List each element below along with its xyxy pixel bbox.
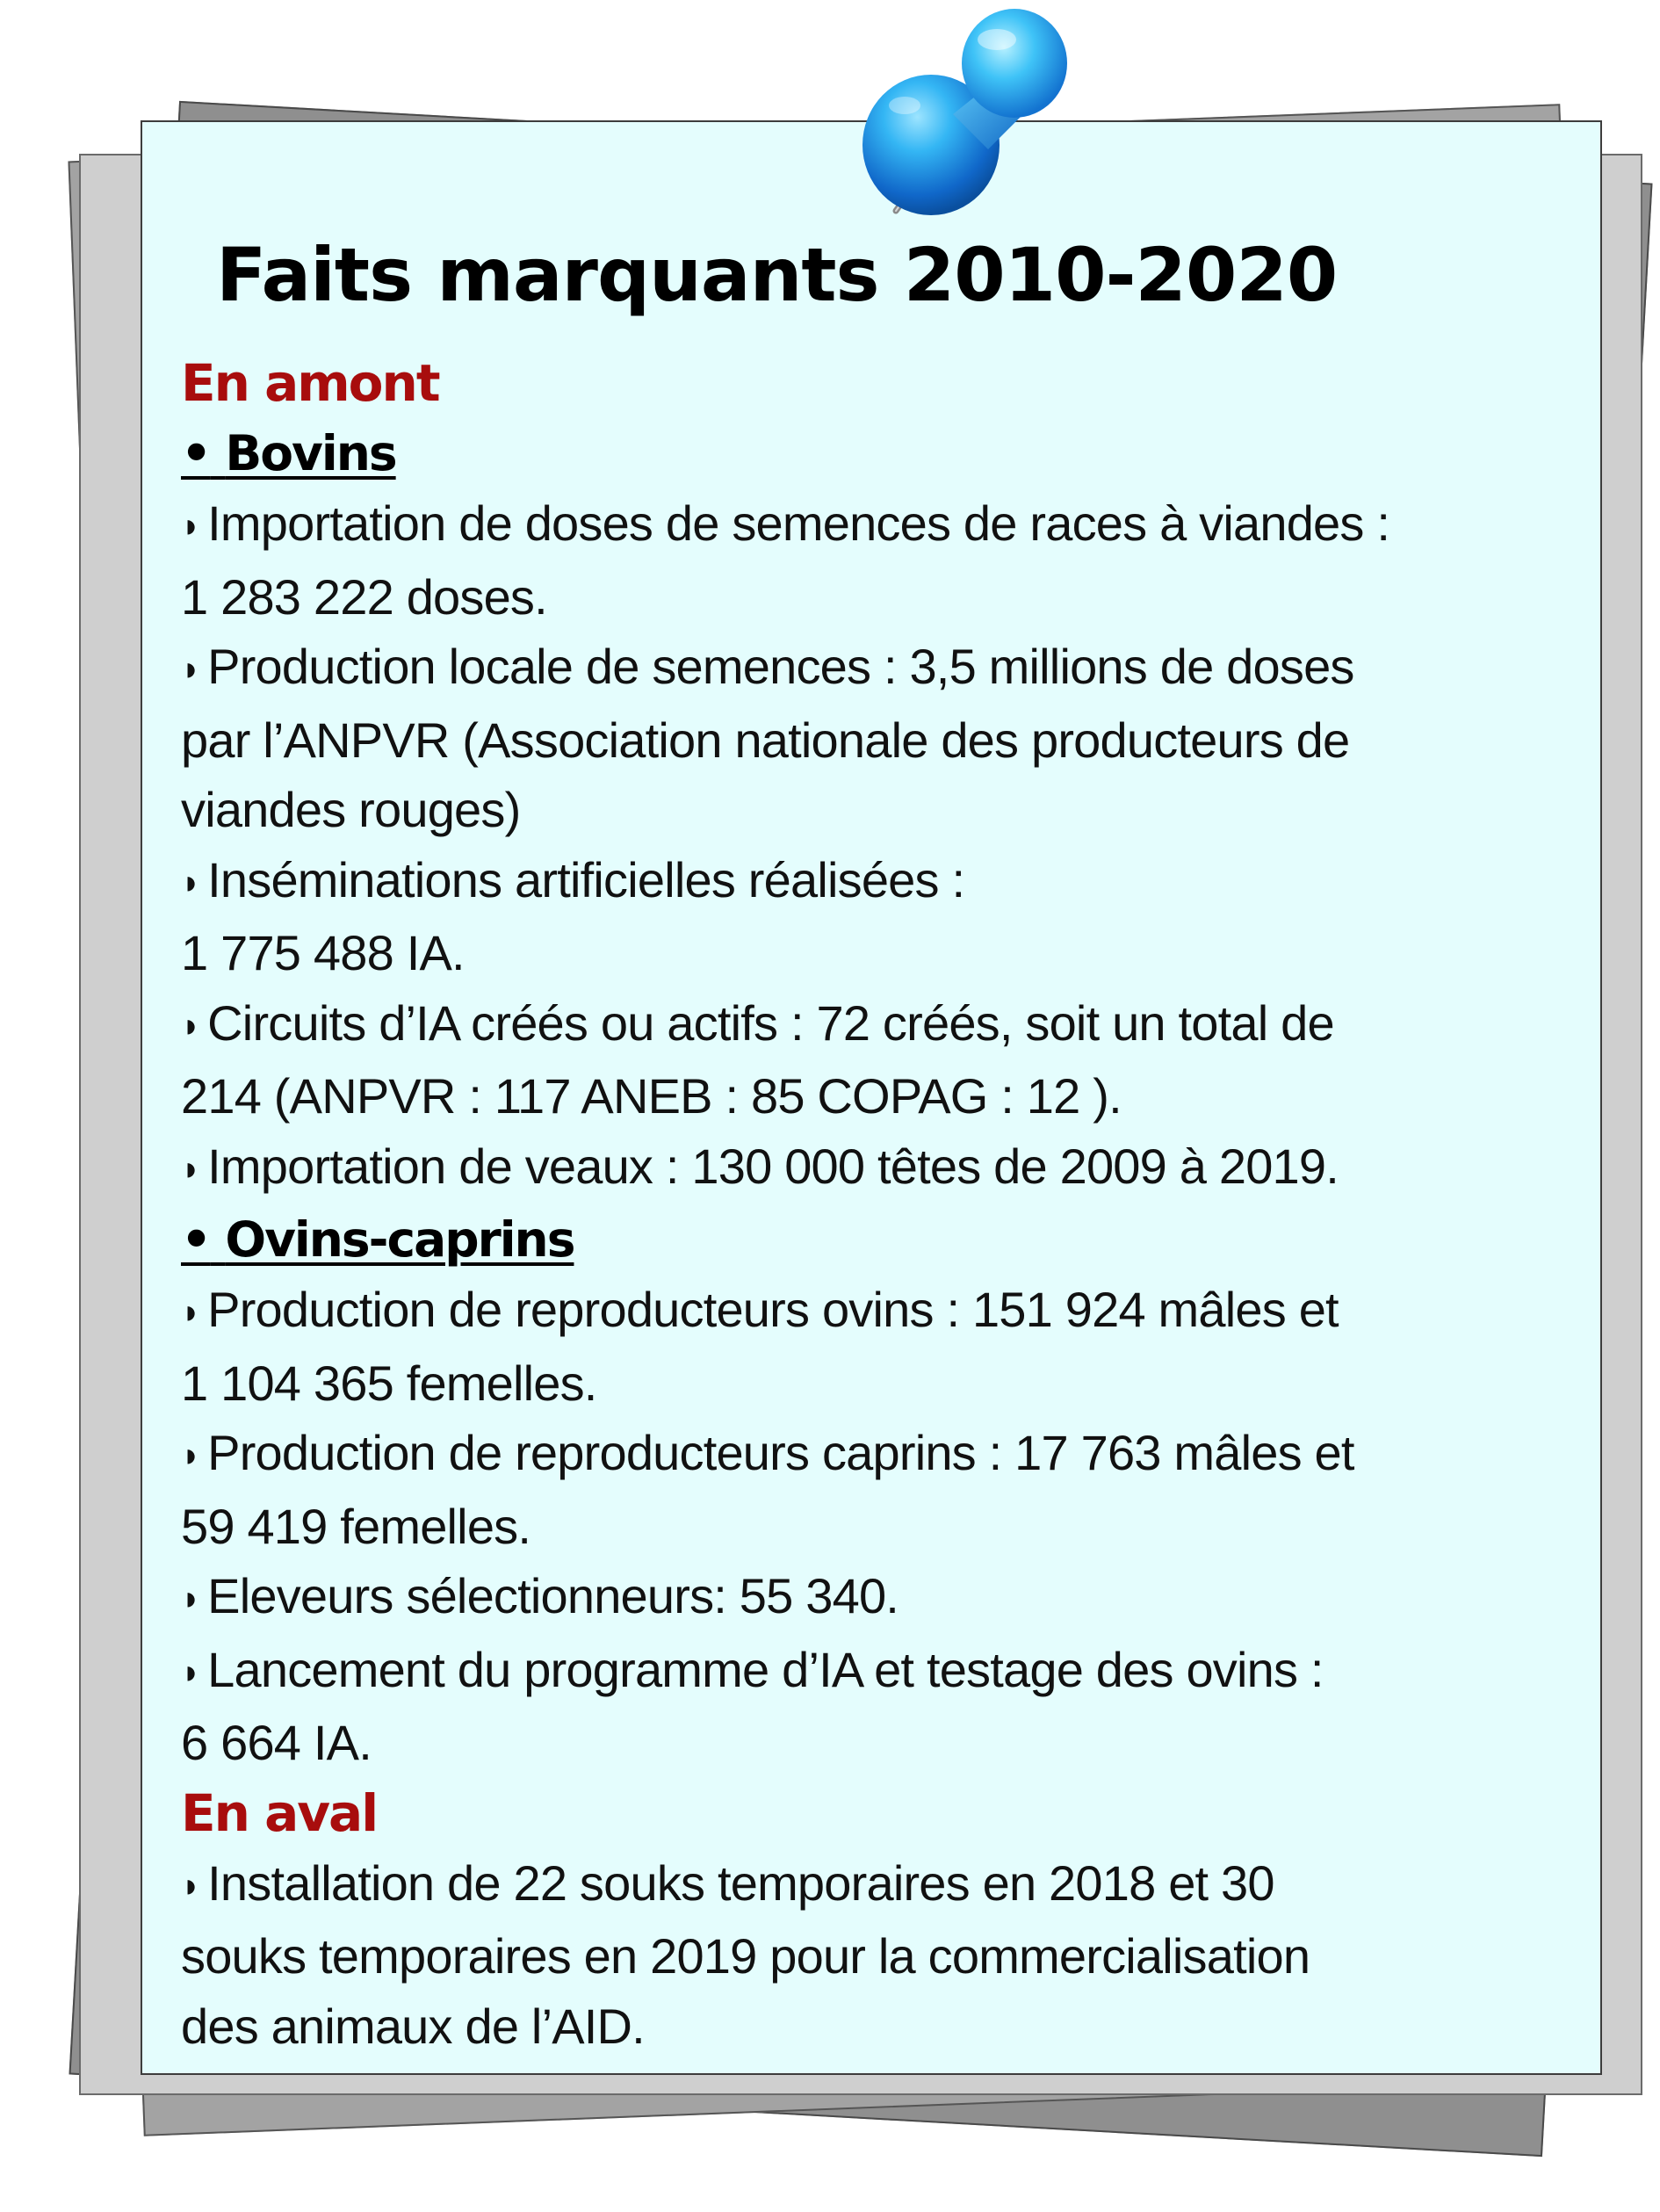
group-heading [181,418,1577,488]
half-circle-bullet-icon: ◗ [181,1294,201,1331]
list-item-text: souks temporaires en 2019 pour la commercialisation [181,1928,1310,1984]
list-item-text: des animaux de l’AID. [181,1998,645,2054]
list-item [181,1561,1577,1635]
list-item-text: Production de reproducteurs ovins : 151 924 mâles et [207,1282,1339,1337]
list-item-continuation [181,775,1577,845]
list-item-continuation [181,1992,1577,2062]
list-item-text: par l’ANPVR (Association nationale des producteurs de [181,712,1350,768]
half-circle-bullet-icon: ◗ [181,508,201,545]
list-item-text: viandes rouges) [181,782,521,837]
list-item [181,1635,1577,1709]
list-item [181,632,1577,705]
half-circle-bullet-icon: ◗ [181,1150,201,1188]
sections-container [181,348,1577,2061]
list-item [181,1131,1577,1205]
note-title: Faits marquants 2010-2020 [216,232,1338,318]
group-label: Ovins-caprins [225,1211,574,1268]
group-bullet: • [181,425,211,481]
group-label: Bovins [225,425,396,481]
half-circle-bullet-icon: ◗ [181,864,201,901]
list-item-text: Eleveurs sélectionneurs: 55 340. [207,1568,899,1623]
push-pin-icon [856,0,1089,228]
group-heading [181,1204,1577,1275]
half-circle-bullet-icon: ◗ [181,1580,201,1617]
half-circle-bullet-icon: ◗ [181,651,201,688]
list-item-text: Importation de veaux : 130 000 têtes de 2009 à 2019. [207,1138,1339,1194]
group-bullet-gap [210,1211,225,1268]
list-item-text: Production locale de semences : 3,5 millions de doses [207,639,1354,694]
list-item-continuation [181,1921,1577,1992]
half-circle-bullet-icon: ◗ [181,1653,201,1691]
list-item [181,1418,1577,1492]
list-item-text: 1 104 365 femelles. [181,1355,597,1411]
list-item [181,988,1577,1062]
list-item-continuation [181,1061,1577,1131]
group-bullet-gap [210,425,225,481]
list-item [181,488,1577,562]
list-item-text: 1 283 222 doses. [181,568,547,625]
list-item [181,1848,1577,1922]
list-item-text: 6 664 IA. [181,1715,372,1770]
list-item-continuation [181,918,1577,988]
list-item-continuation [181,1348,1577,1419]
list-item-continuation [181,1492,1577,1562]
list-item-continuation [181,705,1577,776]
list-item [181,845,1577,919]
list-item-continuation [181,1708,1577,1778]
section-heading: En aval [181,1782,378,1843]
half-circle-bullet-icon: ◗ [181,1437,201,1474]
list-item-text: Production de reproducteurs caprins : 17 763 mâles et [207,1425,1354,1480]
group-bullet: • [181,1211,211,1268]
list-item-text: Lancement du programme d’IA et testage des ovins : [207,1641,1324,1697]
list-item-text: 214 (ANPVR : 117 ANEB : 85 COPAG : 12 ). [181,1068,1122,1124]
list-item-text: 59 419 femelles. [181,1498,531,1554]
section-heading: En amont [181,353,439,413]
note-content [181,227,1577,2061]
list-item [181,1275,1577,1348]
list-item-continuation [181,562,1577,633]
list-item-text: Circuits d’IA créés ou actifs : 72 créés, soit un total de [207,994,1334,1051]
list-item-text: Inséminations artificielles réalisées : [207,851,965,907]
list-item-text: Installation de 22 souks temporaires en 2018 et 30 [207,1854,1274,1911]
list-item-text: 1 775 488 IA. [181,925,465,980]
list-item-text: Importation de doses de semences de races à viandes : [207,495,1390,551]
half-circle-bullet-icon: ◗ [181,1867,201,1905]
half-circle-bullet-icon: ◗ [181,1007,201,1045]
